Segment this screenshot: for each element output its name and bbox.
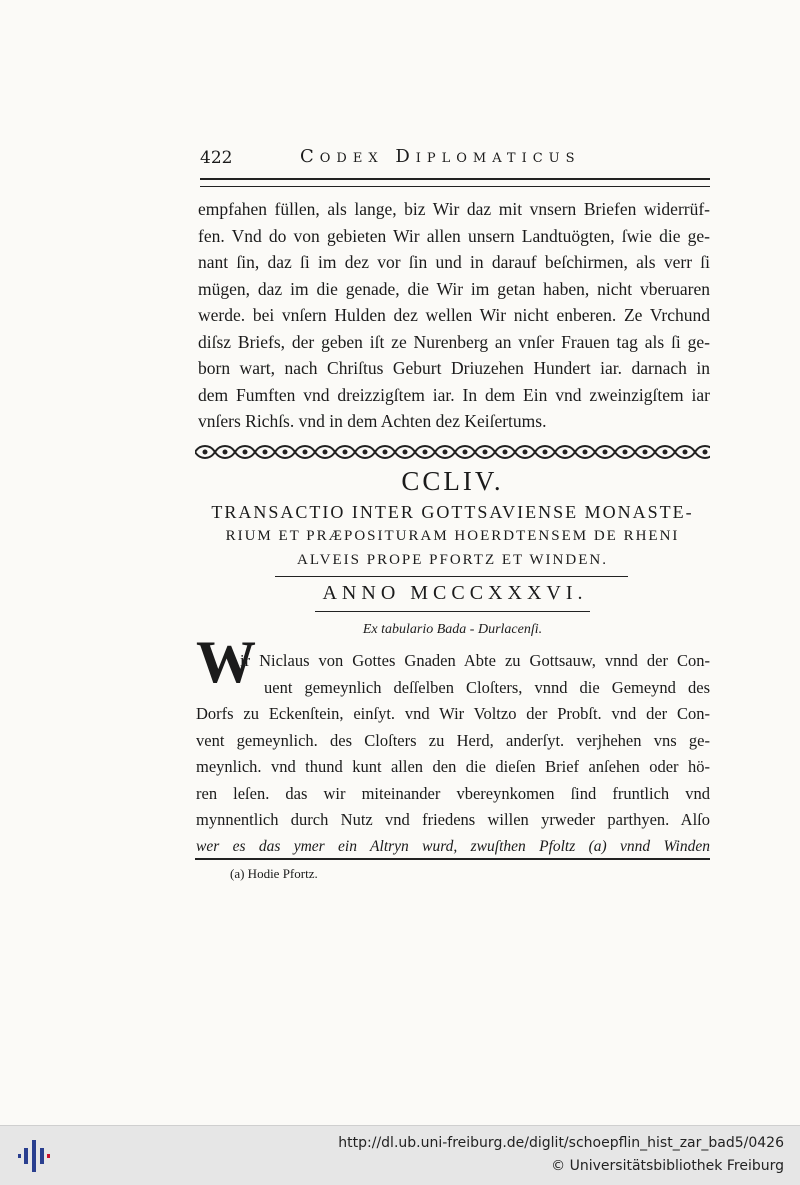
page-header	[200, 144, 710, 172]
text-line: mynnentlich durch Nutz vnd friedens willen yrweder parthyen. Alſo	[196, 810, 710, 829]
section-title-line: ALVEIS PROPE PFORTZ ET WINDEN.	[297, 552, 608, 568]
year-line: ANNO MCCCXXXVI.	[322, 582, 588, 604]
year-rule	[315, 611, 590, 612]
text-line: wer es das ymer ein Altryn wurd, zwuſthen Pfoltz (a) vnnd Winden	[196, 837, 710, 855]
source-note: Ex tabulario Bada - Durlacenſi.	[362, 622, 543, 637]
text-line: Dorfs zu Eckenſtein, einſyt. vnd Wir Voltzo der Probſt. vnd der Con-	[196, 704, 710, 723]
header-rule	[200, 178, 710, 187]
section-number: CCLIV.	[401, 466, 504, 496]
text-line: dem Fumften vnd dreizzigſtem iar. In dem Ein vnd zweinzigſtem iar	[198, 384, 710, 405]
copyright-text: © Universitätsbibliothek Freiburg	[551, 1158, 784, 1174]
text-line: vnſers Richſs. vnd in dem Achten dez Keiſertums.	[198, 411, 547, 431]
text-line: meynlich. vnd thund kunt allen den die dieſen Brief anſehen oder hö-	[196, 757, 710, 776]
section-title-line: TRANSACTIO INTER GOTTSAVIENSE MONASTE-	[211, 502, 694, 522]
document-url-link[interactable]: http://dl.ub.uni-freiburg.de/diglit/schoepflin_hist_zar_bad5/0426	[338, 1135, 784, 1151]
text-line: born wart, nach Chriſtus Geburt Driuzehen Hundert iar. darnach in	[198, 358, 710, 378]
footnote-rule	[195, 858, 710, 860]
running-title: Codex Diplomaticus	[300, 146, 581, 167]
text-line: mügen, daz im die genade, die Wir im getan haben, nicht vberuaren	[198, 278, 710, 299]
text-line: fen. Vnd do von gebieten Wir allen unsern Landtuögten, ſwie die ge-	[198, 225, 710, 246]
text-line: empfahen füllen, als lange, biz Wir daz mit vnsern Briefen widerrüf-	[198, 199, 710, 219]
section-title-line: RIUM ET PRÆPOSITURAM HOERDTENSEM DE RHENI	[225, 528, 680, 544]
drop-cap: W	[196, 629, 256, 695]
text-line: nant ſin, daz ſi im dez vor ſin und in darauf beſchirmen, als verr ſi	[198, 252, 710, 272]
charter-text	[196, 648, 710, 860]
footnote: (a) Hodie Pfortz.	[230, 866, 318, 881]
text-line: ir Niclaus von Gottes Gnaden Abte zu Gottsauw, vnnd der Con-	[240, 651, 710, 670]
text-block-top	[198, 196, 710, 435]
text-line: werde. bei vnſern Hulden dez wellen Wir nicht enberen. Ze Vrchund	[198, 305, 710, 325]
text-line: uent gemeynlich deſſelben Cloſters, vnnd die Gemeynd des	[264, 677, 710, 697]
library-logo-icon[interactable]	[14, 1136, 54, 1176]
title-rule	[275, 576, 628, 577]
text-line: ren leſen. das wir miteinander vbereynkomen ſind fruntlich vnd	[196, 783, 710, 803]
page-number: 422	[200, 148, 233, 168]
text-line: diſsz Briefs, der geben iſt ze Nurenberg an vnſer Frauen tag als ſi ge-	[198, 331, 710, 352]
text-line: vent gemeynlich. des Cloſters zu Herd, anderſyt. verjhehen vns ge-	[196, 730, 710, 750]
viewer-footer	[0, 1125, 800, 1185]
ornamental-divider	[195, 442, 710, 462]
